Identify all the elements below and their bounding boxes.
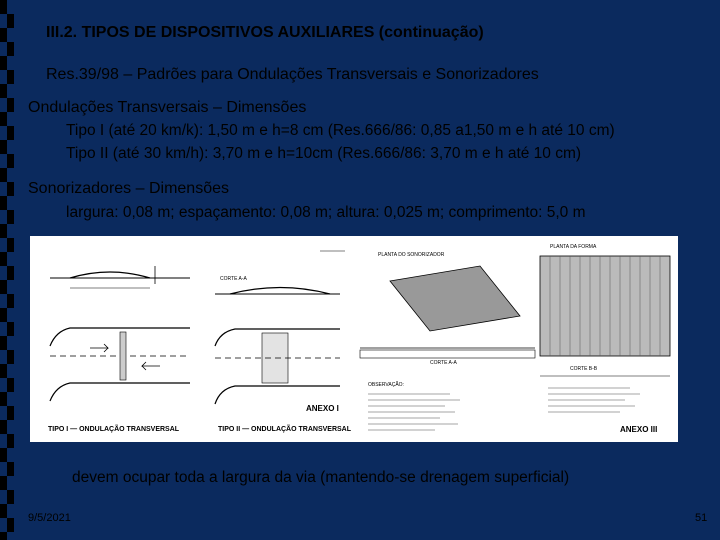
page-number: 51: [695, 512, 708, 524]
panel3-section-label: CORTE A-A: [430, 360, 457, 366]
ondulacoes-heading: Ondulações Transversais – Dimensões: [28, 99, 307, 116]
slide-title: III.2. TIPOS DE DISPOSITIVOS AUXILIARES (continuação): [46, 24, 484, 41]
panel3-notes-title: OBSERVAÇÃO:: [368, 382, 404, 388]
panel-forma: [540, 244, 670, 434]
ondulacoes-tipo1: Tipo I (até 20 km/k): 1,50 m e h=8 cm (Res.666/86: 0,85 a1,50 m e h até 10 cm): [66, 122, 615, 139]
left-border-stripe: [0, 0, 14, 540]
slide-subtitle: Res.39/98 – Padrões para Ondulações Transversais e Sonorizadores: [46, 66, 539, 83]
annex3-label: ANEXO III: [620, 425, 658, 434]
panel4-section-label: CORTE B-B: [570, 366, 598, 372]
panel-tipo2: [215, 251, 352, 433]
annex1-label: ANEXO I: [306, 404, 339, 413]
panel2-section-label: CORTE A-A: [220, 276, 247, 282]
panel-tipo1: [48, 266, 190, 433]
footnote: devem ocupar toda a largura da via (mantendo-se drenagem superficial): [72, 469, 570, 486]
drawings-svg: [30, 236, 678, 442]
panel2-caption: TIPO II — ONDULAÇÃO TRANSVERSAL: [218, 426, 352, 433]
sonorizadores-heading: Sonorizadores – Dimensões: [28, 180, 229, 197]
sonorizadores-dims: largura: 0,08 m; espaçamento: 0,08 m; altura: 0,025 m; comprimento: 5,0 m: [66, 204, 586, 221]
panel1-caption: TIPO I — ONDULAÇÃO TRANSVERSAL: [48, 426, 180, 433]
ondulacoes-tipo2: Tipo II (até 30 km/h): 3,70 m e h=10cm (Res.666/86: 3,70 m e h até 10 cm): [66, 145, 582, 162]
slide-date: 9/5/2021: [28, 512, 71, 524]
technical-drawings-figure: [30, 236, 678, 442]
panel4-title: PLANTA DA FORMA: [550, 244, 597, 250]
panel-sonorizador: [360, 252, 535, 430]
panel3-title: PLANTA DO SONORIZADOR: [378, 252, 445, 258]
